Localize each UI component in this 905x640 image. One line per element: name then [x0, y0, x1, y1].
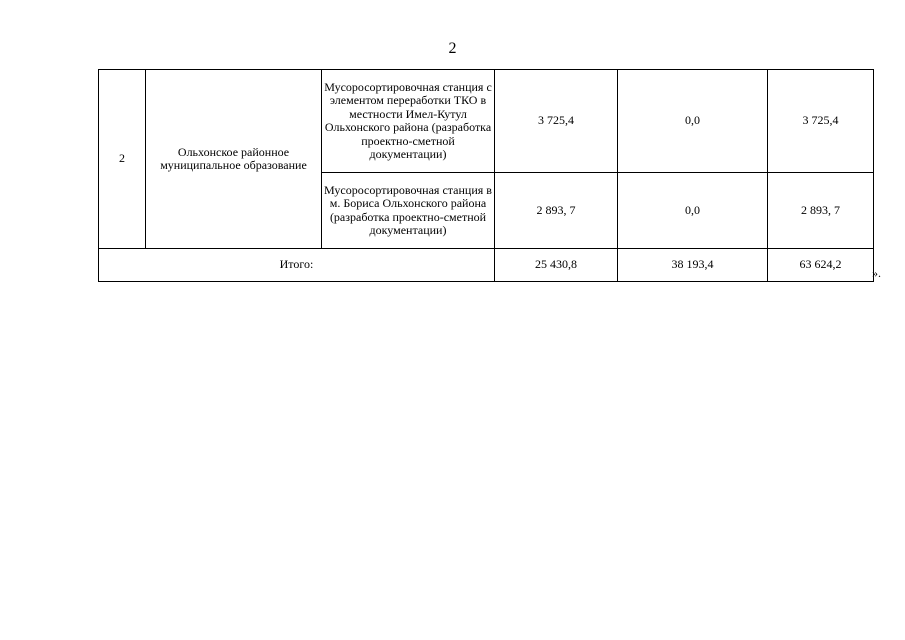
budget-table: [98, 69, 874, 282]
municipality-cell: Ольхонское районное муниципальное образование: [146, 70, 322, 249]
value-cell: 0,0: [618, 173, 768, 249]
row-number: 2: [99, 70, 146, 249]
object-cell: Мусоросортировочная станция в м. Бориса Ольхонского района (разработка проектно-сметной документации): [322, 173, 495, 249]
total-value: 63 624,2: [768, 249, 874, 282]
value-cell: 3 725,4: [495, 70, 618, 173]
value-cell: 0,0: [618, 70, 768, 173]
total-value: 25 430,8: [495, 249, 618, 282]
value-cell: 2 893, 7: [495, 173, 618, 249]
table-row: [99, 70, 874, 173]
object-cell: Мусоросортировочная станция с элементом переработки ТКО в местности Имел-Кутул Ольхонского района (разработка проектно-сметной документации): [322, 70, 495, 173]
value-cell: 2 893, 7: [768, 173, 874, 249]
value-cell: 3 725,4: [768, 70, 874, 173]
total-value: 38 193,4: [618, 249, 768, 282]
closing-quote: ».: [872, 266, 881, 280]
page-number: 2: [448, 40, 457, 57]
total-row: [99, 249, 874, 282]
total-label: Итого:: [99, 249, 495, 282]
